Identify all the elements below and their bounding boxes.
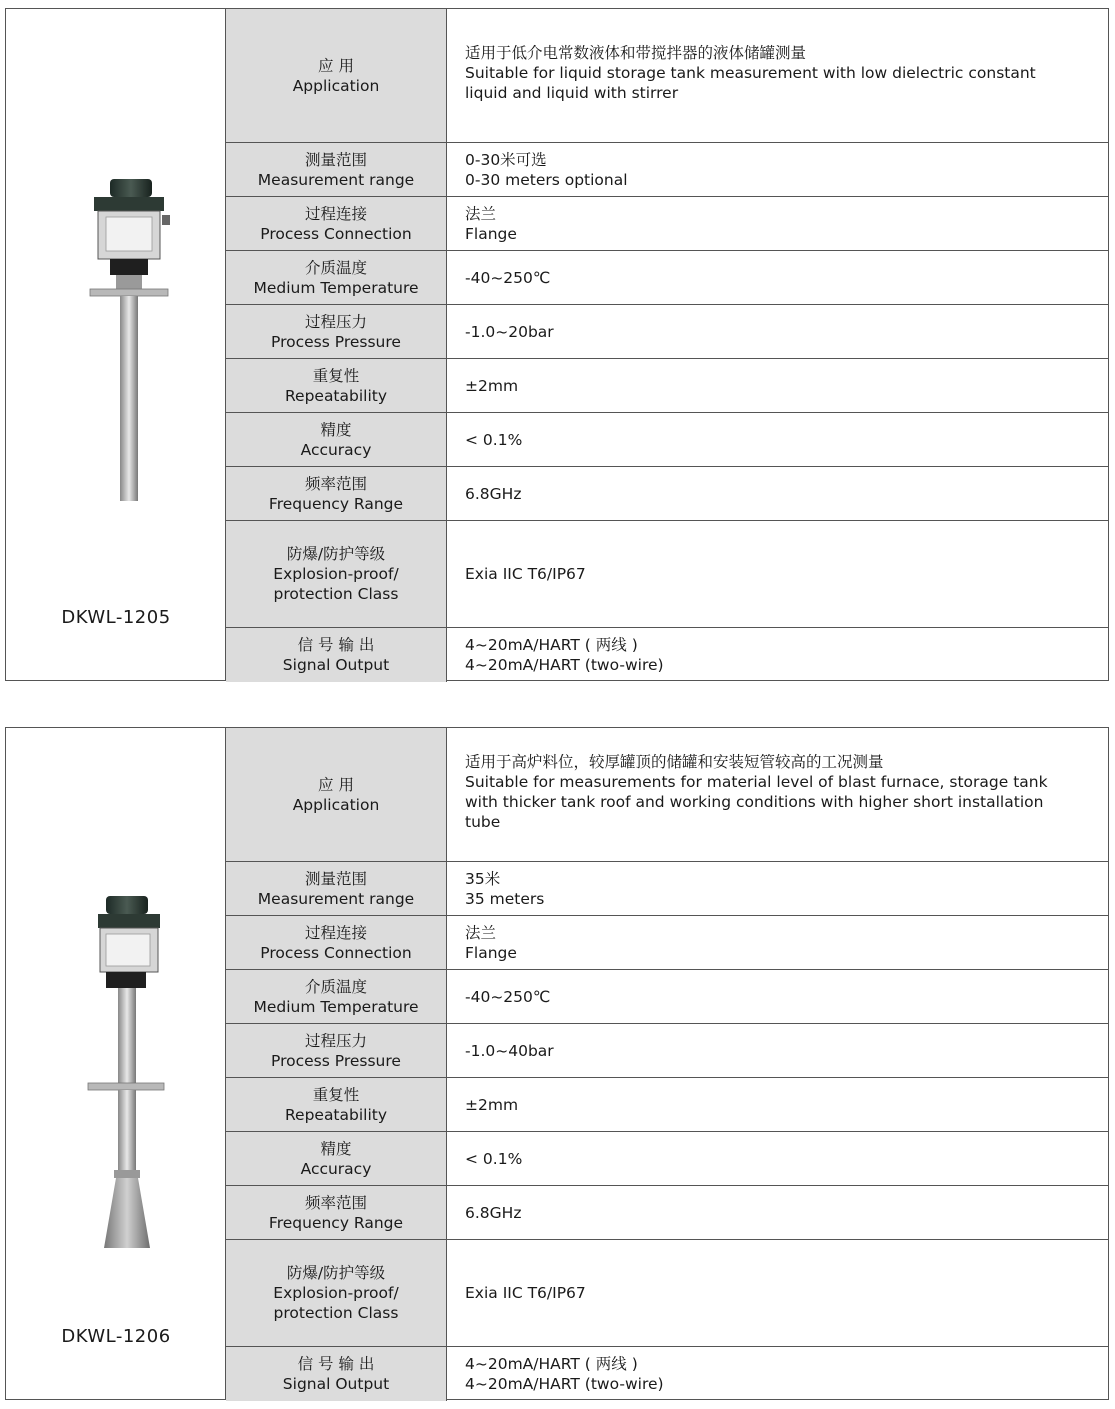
spec-value: -40~250℃ bbox=[465, 987, 551, 1006]
spec-value: 0-30米可选 0-30 meters optional bbox=[465, 150, 628, 189]
radar-level-gauge-horn-icon bbox=[6, 728, 226, 1268]
spec-label: 频率范围 Frequency Range bbox=[226, 1186, 447, 1239]
spec-row-explosion-proof bbox=[226, 521, 1108, 628]
spec-value: 法兰 Flange bbox=[465, 923, 517, 962]
spec-row-process-connection bbox=[226, 916, 1108, 970]
spec-value: -40~250℃ bbox=[465, 268, 551, 287]
spec-row-application bbox=[226, 9, 1108, 143]
spec-label: 过程压力 Process Pressure bbox=[226, 1024, 447, 1077]
spec-label: 防爆/防护等级 Explosion-proof/ protection Class bbox=[226, 1240, 447, 1346]
spec-label: 过程压力 Process Pressure bbox=[226, 305, 447, 358]
spec-value: 法兰 Flange bbox=[465, 204, 517, 243]
spec-value: -1.0~40bar bbox=[465, 1041, 554, 1060]
spec-value: < 0.1% bbox=[465, 430, 523, 449]
spec-label: 防爆/防护等级 Explosion-proof/ protection Class bbox=[226, 521, 447, 627]
product-image-column bbox=[6, 728, 226, 1399]
spec-row-process-pressure bbox=[226, 1024, 1108, 1078]
spec-row-process-connection bbox=[226, 197, 1108, 251]
spec-label: 测量范围 Measurement range bbox=[226, 862, 447, 915]
spec-value: ±2mm bbox=[465, 376, 519, 395]
spec-row-frequency-range bbox=[226, 467, 1108, 521]
spec-label: 重复性 Repeatability bbox=[226, 1078, 447, 1131]
spec-label: 应 用 Application bbox=[226, 728, 447, 861]
spec-label: 重复性 Repeatability bbox=[226, 359, 447, 412]
spec-row-application bbox=[226, 728, 1108, 862]
product-image-column bbox=[6, 9, 226, 680]
spec-row-frequency-range bbox=[226, 1186, 1108, 1240]
spec-row-accuracy bbox=[226, 1132, 1108, 1186]
spec-value: 适用于高炉料位，较厚罐顶的储罐和安装短管较高的工况测量 Suitable for measurements for material level of blast furnace, storage tank with thicker tank roof and working conditions with higher short installation tube bbox=[465, 753, 1048, 831]
spec-label: 介质温度 Medium Temperature bbox=[226, 251, 447, 304]
spec-label: 过程连接 Process Connection bbox=[226, 197, 447, 250]
spec-label: 精度 Accuracy bbox=[226, 413, 447, 466]
spec-label: 过程连接 Process Connection bbox=[226, 916, 447, 969]
spec-label: 测量范围 Measurement range bbox=[226, 143, 447, 196]
spec-value: 适用于低介电常数液体和带搅拌器的液体储罐测量 Suitable for liquid storage tank measurement with low dielectric constant liquid and liquid with stirrer bbox=[465, 44, 1036, 102]
product-table-dkwl-1206 bbox=[5, 727, 1109, 1400]
model-number: DKWL-1206 bbox=[61, 1326, 171, 1347]
spec-label: 信 号 输 出 Signal Output bbox=[226, 628, 447, 682]
spec-value: 4~20mA/HART ( 两线 ) 4~20mA/HART (two-wire) bbox=[465, 1355, 664, 1393]
model-number: DKWL-1205 bbox=[61, 607, 171, 628]
spec-row-explosion-proof bbox=[226, 1240, 1108, 1347]
spec-row-medium-temperature bbox=[226, 251, 1108, 305]
spec-value: 4~20mA/HART ( 两线 ) 4~20mA/HART (two-wire) bbox=[465, 636, 664, 674]
spec-row-accuracy bbox=[226, 413, 1108, 467]
spec-row-repeatability bbox=[226, 1078, 1108, 1132]
product-table-dkwl-1205 bbox=[5, 8, 1109, 681]
spec-row-process-pressure bbox=[226, 305, 1108, 359]
spec-value: -1.0~20bar bbox=[465, 322, 554, 341]
spec-label: 介质温度 Medium Temperature bbox=[226, 970, 447, 1023]
spec-label: 频率范围 Frequency Range bbox=[226, 467, 447, 520]
spec-row-measurement-range bbox=[226, 862, 1108, 916]
spec-value: 35米 35 meters bbox=[465, 869, 545, 908]
spec-value: < 0.1% bbox=[465, 1149, 523, 1168]
spec-row-medium-temperature bbox=[226, 970, 1108, 1024]
spec-row-measurement-range bbox=[226, 143, 1108, 197]
spec-row-signal-output bbox=[226, 628, 1108, 682]
radar-level-gauge-rod-icon bbox=[6, 9, 226, 529]
spec-label: 信 号 输 出 Signal Output bbox=[226, 1347, 447, 1401]
spec-value: ±2mm bbox=[465, 1095, 519, 1114]
spec-value: 6.8GHz bbox=[465, 484, 522, 503]
spec-row-repeatability bbox=[226, 359, 1108, 413]
spec-row-signal-output bbox=[226, 1347, 1108, 1401]
spec-value: Exia IIC T6/IP67 bbox=[465, 565, 586, 583]
spec-value: 6.8GHz bbox=[465, 1203, 522, 1222]
spec-label: 精度 Accuracy bbox=[226, 1132, 447, 1185]
spec-label: 应 用 Application bbox=[226, 9, 447, 142]
spec-value: Exia IIC T6/IP67 bbox=[465, 1284, 586, 1302]
